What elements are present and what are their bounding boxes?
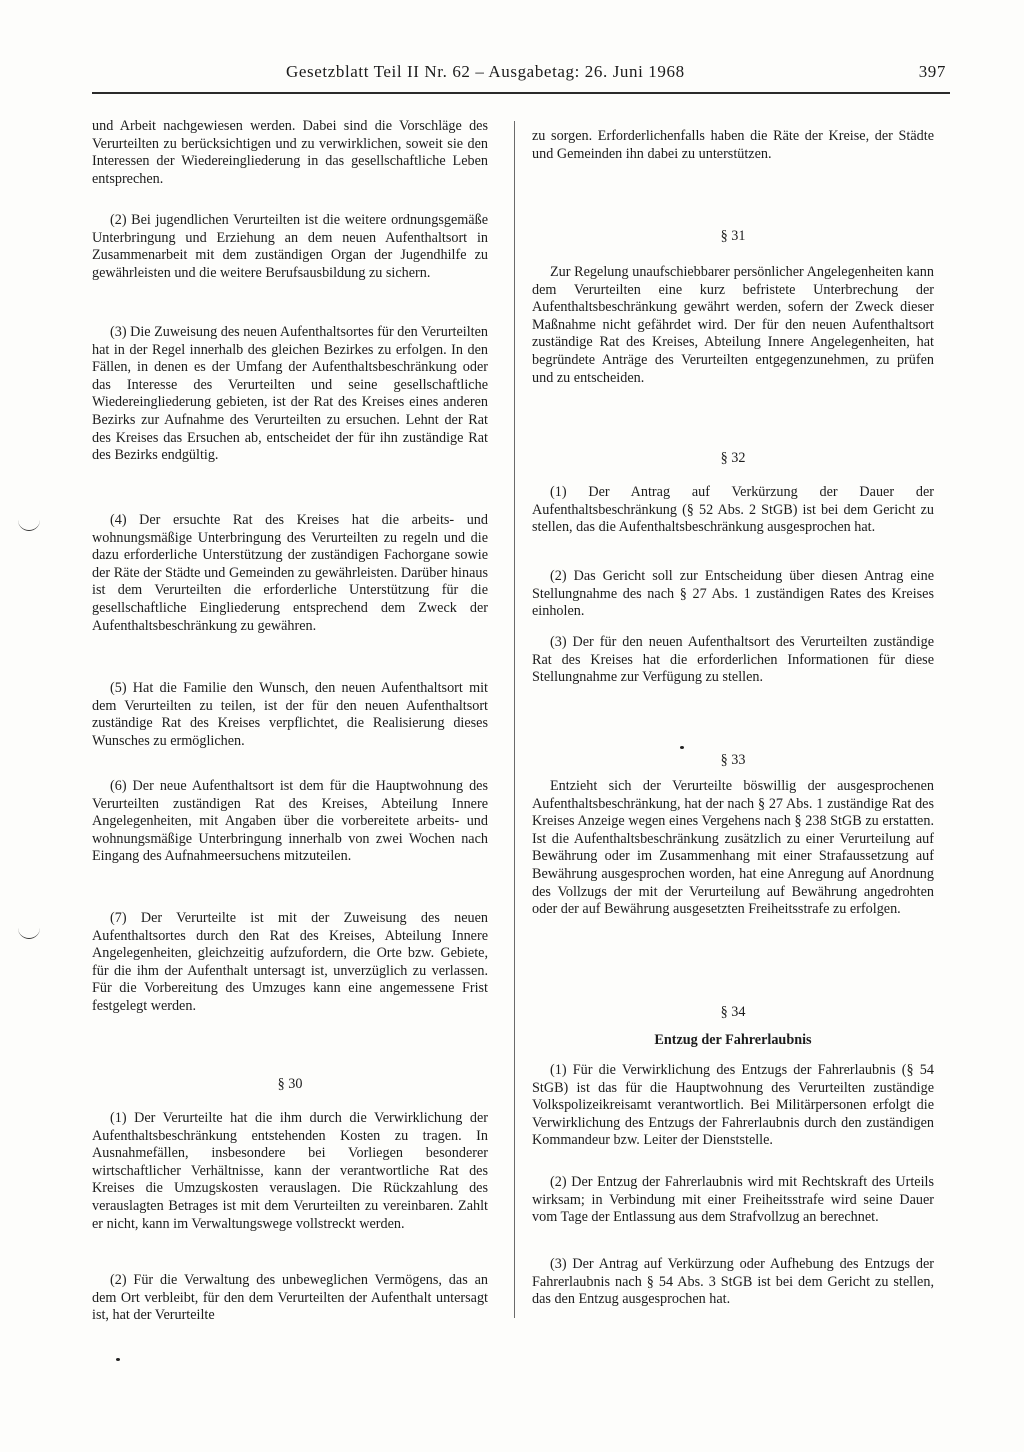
gazette-title: Gesetzblatt Teil II Nr. 62 – Ausgabetag: 26. Juni 1968 [286,62,685,81]
page-header [90,62,946,92]
paragraph-6: (6) Der neue Aufenthaltsort ist dem für die Hauptwohnung des Verurteilten zuständigen Rat des Kreises, Abteilung Innere Angelegenheiten, mit Angaben über die vorbereitete arbeits- und wohnungsmäßige Unterbringung innerhalb von zwei Wochen nach Eingang des Aufnahmeersuchens mitzuteilen. [92,778,488,865]
section-34-paragraph-3: (3) Der Antrag auf Verkürzung oder Aufhebung des Entzugs der Fahrerlaubnis nach § 54 Abs. 3 StGB ist bei dem Gericht zu stellen, das den Entzug ausgesprochen hat. [532,1256,934,1308]
section-33-paragraph: Entzieht sich der Verurteilte böswillig der ausgesprochenen Aufenthaltsbeschränkung, hat der nach § 27 Abs. 1 zuständige Rat des Kreises Anzeige wegen eines Vergehens nach § 238 StGB zu erstatten. Ist die Aufenthaltsbeschränkung zusätzlich zu einer Verurteilung auf Bewährung oder im Zusammenhang mit einer Strafaussetzung auf Bewährung ausgesprochen worden, hat eine Anregung auf Anordnung des Vollzugs der mit der Verurteilung auf Bewährung angedrohten oder der auf Bewährung ausgesetzten Freiheitsstrafe zu erfolgen. [532,778,934,918]
section-30-paragraph-1: (1) Der Verurteilte hat die ihm durch die Verwirklichung der Aufenthaltsbeschränkung entstehenden Kosten zu tragen. In Ausnahmefällen, insbesondere bei Vorliegen besonderer wirtschaftlicher Verhältnisse, kann der verantwortliche Rat des Kreises die Umzugskosten verauslagen. Die Rückzahlung des verauslagten Betrages ist mit dem Verurteilten zu vereinbaren. Zahlt er nicht, kann im Verwaltungswege vollstreckt werden. [92,1110,488,1232]
paragraph-continuation: und Arbeit nachgewiesen werden. Dabei sind die Vorschläge des Verurteilten zu berücksichtigen und zu verwirklichen, soweit sie den Interessen der Wiedereingliederung in das gesellschaftliche Leben entsprechen. [92,118,488,187]
column-divider [514,121,515,1318]
ink-speck [680,746,684,749]
section-heading-30: § 30 [277,1076,303,1092]
section-34-title: Entzug der Fahrerlaubnis [654,1032,812,1048]
header-divider [92,92,950,94]
section-heading-32: § 32 [720,450,746,466]
section-heading-33: § 33 [720,752,746,768]
paragraph-3: (3) Die Zuweisung des neuen Aufenthaltsortes für den Verurteilten hat in der Regel innerhalb des gleichen Bezirkes zu erfolgen. In den Fällen, in denen es der Umfang der Aufenthaltsbeschränkung oder das Interesse des Verurteilten und seine gesellschaftliche Wiedereingliederung gebieten, ist der Rat des Kreises eines anderen Bezirks zur Aufnahme des Verurteilten zu ersuchen. Lehnt der Rat des Kreises das Ersuchen ab, entscheidet der für ihn zuständige Rat des Bezirks endgültig. [92,324,488,464]
section-heading-34: § 34 [720,1004,746,1020]
paragraph-continuation-right: zu sorgen. Erforderlichenfalls haben die Räte der Kreise, der Städte und Gemeinden ihn dabei zu unterstützen. [532,128,934,162]
section-32-paragraph-3: (3) Der für den neuen Aufenthaltsort des Verurteilten zuständige Rat des Kreises hat die erforderlichen Informationen für diese Stellungnahme zur Verfügung zu stellen. [532,634,934,686]
margin-pencil-mark [18,928,40,939]
section-32-paragraph-2: (2) Das Gericht soll zur Entscheidung über diesen Antrag eine Stellungnahme des nach § 27 Abs. 1 zuständigen Rates des Kreises einholen. [532,568,934,620]
section-32-paragraph-1: (1) Der Antrag auf Verkürzung der Dauer der Aufenthaltsbeschränkung (§ 52 Abs. 2 StGB) ist bei dem Gericht zu stellen, das die Aufenthaltsbeschränkung ausgesprochen hat. [532,484,934,536]
margin-pencil-mark [18,520,40,531]
section-34-paragraph-1: (1) Für die Verwirklichung des Entzugs der Fahrerlaubnis (§ 54 StGB) ist das für die Hauptwohnung des Verurteilten zuständige Volkspolizeikreisamt verantwortlich. Bei Militärpersonen erfolgt die Verwirklichung des Entzugs der Fahrerlaubnis durch den zuständigen Kommandeur bzw. Leiter der Dienststelle. [532,1062,934,1149]
page-number: 397 [918,62,946,81]
section-heading-31: § 31 [720,228,746,244]
paragraph-5: (5) Hat die Familie den Wunsch, den neuen Aufenthaltsort mit dem Verurteilten zu teilen, ist der für den neuen Aufenthaltsort zuständige Rat des Kreises verpflichtet, die Realisierung dieses Wunsches zu ermöglichen. [92,680,488,749]
section-34-paragraph-2: (2) Der Entzug der Fahrerlaubnis wird mit Rechtskraft des Urteils wirksam; in Verbindung mit einer Freiheitsstrafe wird seine Dauer vom Tage der Entlassung aus dem Strafvollzug an berechnet. [532,1174,934,1226]
paragraph-7: (7) Der Verurteilte ist mit der Zuweisung des neuen Aufenthaltsortes durch den Rat des Kreises, Abteilung Innere Angelegenheiten, gleichzeitig aufzufordern, die Orte bzw. Gebiete, für die ihm der Aufenthalt untersagt ist, unverzüglich zu verlassen. Für die Vorbereitung des Umzuges kann eine angemessene Frist festgelegt werden. [92,910,488,1014]
paragraph-4: (4) Der ersuchte Rat des Kreises hat die arbeits- und wohnungsmäßige Unterbringung des Verurteilten zu regeln und die dazu erforderliche Unterstützung der zuständigen Fachorgane sowie der Räte der Städte und Gemeinden zu gewährleisten. Darüber hinaus ist dem Verurteilten die erforderliche Unterstützung für die gesellschaftliche Eingliederung entsprechend dem Zweck der Aufenthaltsbeschränkung zu gewähren. [92,512,488,634]
paragraph-2: (2) Bei jugendlichen Verurteilten ist die weitere ordnungsgemäße Unterbringung und Erziehung an dem neuen Aufenthaltsort in Zusammenarbeit mit dem zuständigen Organ der Jugendhilfe zu gewährleisten und die weitere Berufsausbildung zu sichern. [92,212,488,281]
ink-speck [116,1358,120,1361]
section-30-paragraph-2: (2) Für die Verwaltung des unbeweglichen Vermögens, das an dem Ort verbleibt, für den dem Verurteilten der Aufenthalt untersagt ist, hat der Verurteilte [92,1272,488,1324]
section-31-paragraph: Zur Regelung unaufschiebbarer persönlicher Angelegenheiten kann dem Verurteilten eine kurz befristete Unterbrechung der Aufenthaltsbeschränkung gewährt werden, sofern der Zweck dieser Maßnahme nicht gefährdet wird. Der für den neuen Aufenthaltsort zuständige Rat des Kreises, Abteilung Innere Angelegenheiten, hat begründete Anträge des Verurteilten entgegenzunehmen, zu prüfen und zu entscheiden. [532,264,934,386]
